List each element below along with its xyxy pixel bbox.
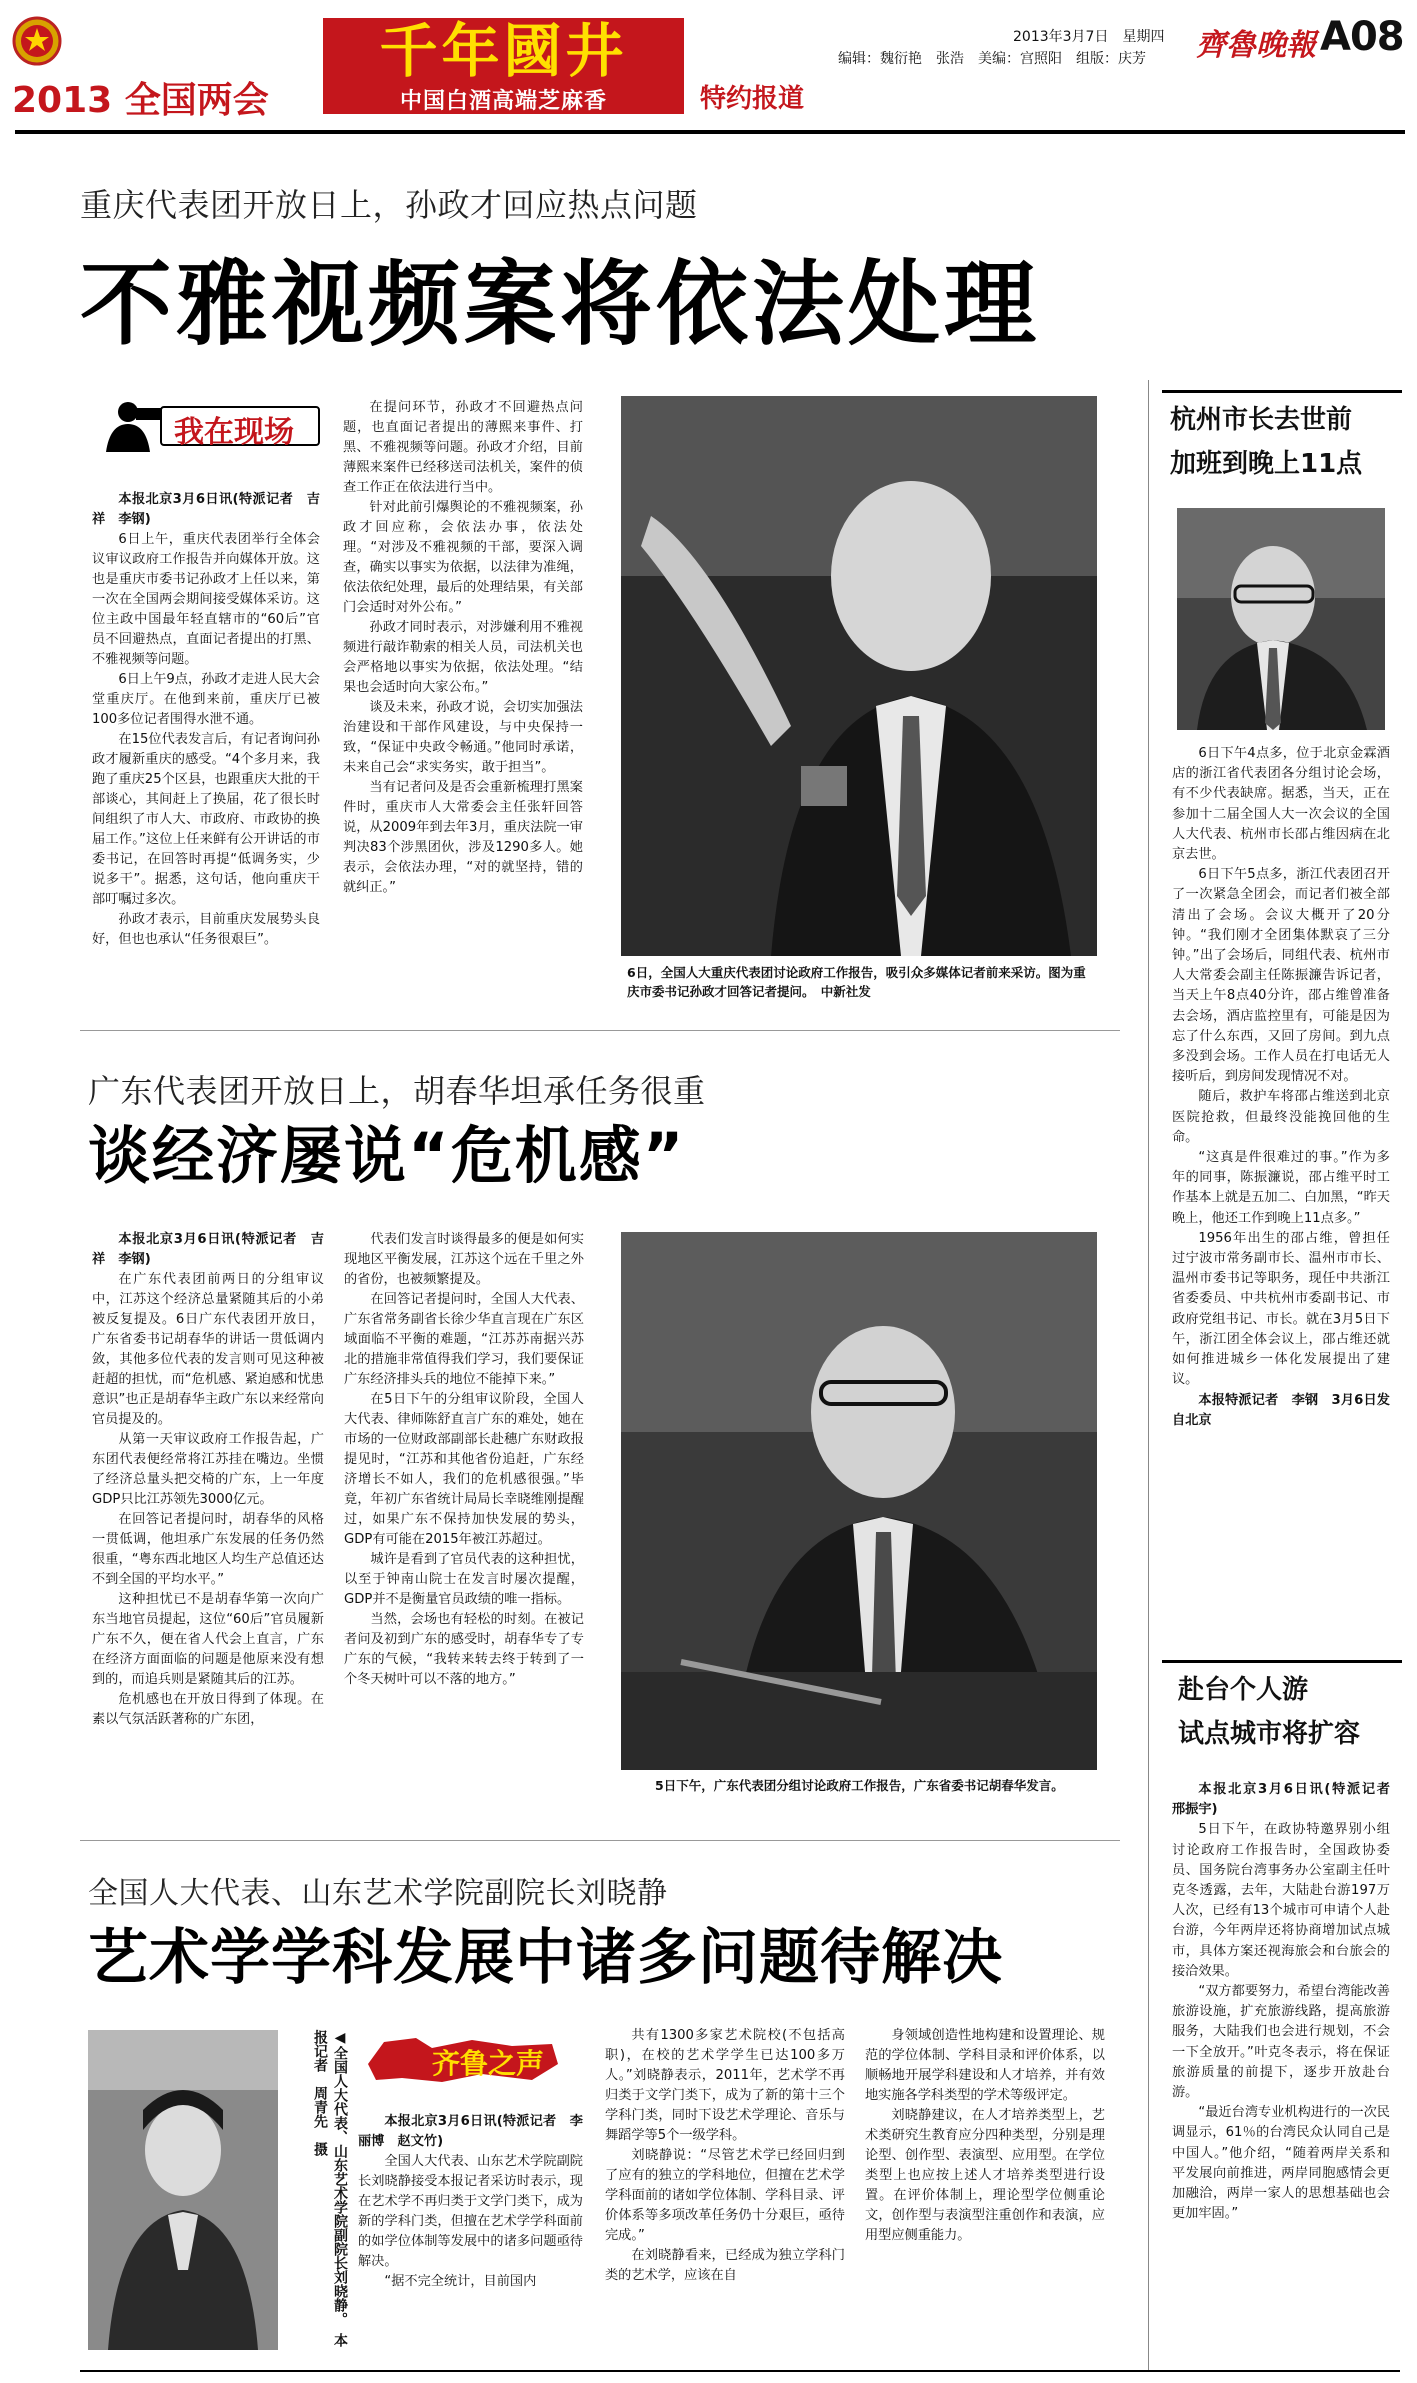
bottom-rule	[80, 2370, 1400, 2372]
story3-kicker: 全国人大代表、山东艺术学院副院长刘晓静	[88, 1876, 668, 1911]
sidebar1-credit: 本报特派记者 李钢 3月6日发自北京	[1172, 1392, 1390, 1428]
sidebar1-top-rule	[1162, 390, 1402, 393]
paragraph: 当然，会场也有轻松的时刻。在被记者问及初到广东的感受时，胡春华专了专广东的气候，“我转来转去终于转到了一个冬天树叶可以不落的地方。”	[344, 1612, 584, 1687]
story3-photo	[88, 2030, 278, 2350]
story-separator	[80, 1030, 1120, 1031]
story1-byline: 本报北京3月6日讯(特派记者 吉祥 李钢)	[92, 492, 320, 527]
paragraph: 危机感也在开放日得到了体现。在素以气氛活跃著称的广东团，	[92, 1692, 324, 1727]
paragraph: 在回答记者提问时，胡春华的风格一贯低调，他坦承广东发展的任务仍然很重，“粤东西北地区人均生产总值还达不到全国的平均水平。”	[92, 1512, 324, 1587]
story3-column-2	[605, 2026, 845, 2362]
story-separator	[80, 1840, 1120, 1841]
sponsor-ad	[323, 18, 684, 114]
story1-headline: 不雅视频案将依法处理	[80, 251, 1041, 358]
reporter-silhouette-icon	[88, 398, 168, 452]
paragraph: 在5日下午的分组审议阶段，全国人大代表、律师陈舒直言广东的难处，她在市场的一位财政部副部长赴穗广东财政报提见时，“江苏和其他省份追赶，广东经济增长不如人，我们的危机感很强。”毕竟，年初广东省统计局局长幸晓维刚提醒过，如果广东不保持加快发展的势头，GDP有可能在2015年被江苏超过。	[344, 1392, 584, 1547]
paragraph: 刘晓静建议，在人才培养类型上，艺术类研究生教育应分四种类型，分别是理论型、创作型、表演型、应用型。在学位类型上也应按上述人才培养类型进行设置。在评价体制上，理论型学位侧重论文，创作型与表演型注重创作和表演，应用型应侧重能力。	[865, 2108, 1105, 2243]
event-label: 2013 全国两会	[12, 80, 269, 121]
story3-column-3	[865, 2026, 1105, 2362]
speaker-photo-image	[621, 396, 1097, 956]
paragraph: 孙政才表示，目前重庆发展势头良好，但也也承认“任务很艰巨”。	[92, 912, 320, 947]
paragraph: 6日上午，重庆代表团举行全体会议审议政府工作报告并向媒体开放。这也是重庆市委书记孙政才上任以来，第一次在全国两会期间接受媒体采访。这位主政中国最年轻直辖市的“60后”官员不回避热点，直面记者提出的打黑、不雅视频等问题。	[92, 532, 320, 667]
paragraph: 刘晓静说：“尽管艺术学已经回归到了应有的独立的学科地位，但擅在艺术学学科面前的诸如学位体制、学科目录、评价体系等多项改革任务仍十分艰巨，亟待完成。”	[605, 2148, 845, 2243]
paragraph: “双方都要努力，希望台湾能改善旅游设施，扩充旅游线路，提高旅游服务，大陆我们也会进行规划，不会一下全放开。”叶克冬表示，将在保证旅游质量的前提下，逐步开放赴台游。	[1172, 1984, 1390, 2101]
paragraph: 全国人大代表、山东艺术学院副院长刘晓静接受本报记者采访时表示，现在艺术学不再归类于文学门类下，成为新的学科门类，但擅在艺术学学科面前的如学位体制等发展中的诸多问题亟待解决。	[358, 2154, 583, 2269]
sidebar2-top-rule	[1162, 1660, 1402, 1663]
sidebar2-headline-line-1: 赴台个人游	[1178, 1675, 1309, 1705]
sidebar1-headline-line-2: 加班到晚上11点	[1170, 449, 1363, 479]
story1-photo	[621, 396, 1097, 956]
story2-kicker: 广东代表团开放日上，胡春华坦承任务很重	[88, 1072, 706, 1110]
paragraph: 身领域创造性地构建和设置理论、规范的学位体制、学科目录和评价体系，以顺畅地开展学科建设和人才培养，并有效地实施各学科类型的学术等级评定。	[865, 2028, 1105, 2103]
newspaper-name: 齊魯晚報	[1196, 28, 1316, 63]
sidebar2-byline: 本报北京3月6日讯(特派记者 邢振宇)	[1172, 1782, 1404, 1818]
paragraph: 1956年出生的邵占维，曾担任过宁波市常务副市长、温州市市长、温州市委书记等职务，现任中共浙江省委委员、中共杭州市委副书记、市政府党组书记、市长。就在3月5日下午，浙江团全体会议上，邵占维还就如何推进城乡一体化发展提出了建议。	[1172, 1230, 1390, 1388]
paragraph: 在广东代表团前两日的分组审议中，江苏这个经济总量紧随其后的小弟被反复提及。6日广东代表团开放日，广东省委书记胡春华的讲话一贯低调内敛，其他多位代表的发言则可见这种被赶超的担忧，而“危机感、紧迫感和忧患意识”也正是胡春华主政广东以来经常向官员提及的。	[92, 1272, 324, 1427]
paragraph: 随后，救护车将邵占维送到北京医院抢救，但最终没能挽回他的生命。	[1172, 1089, 1390, 1145]
badge-label: 齐鲁之声	[432, 2047, 545, 2080]
paragraph: 共有1300多家艺术院校(不包括高职)，在校的艺术学学生已达100多万人。”刘晓静表示，2011年，艺术学不再归类于文学门类下，成为了新的第十三个学科门类，同时下设艺术学理论、音乐与舞蹈学等5个一级学科。	[605, 2028, 845, 2143]
sidebar2-body	[1172, 1780, 1404, 2360]
paragraph: 在刘晓静看来，已经成为独立学科门类的艺术学，应该在自	[605, 2248, 845, 2283]
paragraph: 代表们发言时谈得最多的便是如何实现地区平衡发展，江苏这个远在千里之外的省份，也被频繁提及。	[344, 1232, 584, 1287]
paragraph: “最近台湾专业机构进行的一次民调显示，61％的台湾民众认同自己是中国人。”他介绍，“随着两岸关系和平发展向前推进，两岸同胞感情会更加融洽，两岸一家人的思想基础也会更加牢固。”	[1172, 2105, 1390, 2222]
story1-column-2	[343, 398, 583, 1020]
sponsor-slogan: 中国白酒高端芝麻香	[399, 89, 607, 114]
paragraph: 从第一天审议政府工作报告起，广东团代表便经常将江苏挂在嘴边。坐惯了经济总量头把交椅的广东，上一年度GDP只比江苏领先3000亿元。	[92, 1432, 324, 1507]
sidebar1-body	[1172, 744, 1390, 1634]
story1-kicker: 重庆代表团开放日上，孙政才回应热点问题	[80, 186, 698, 224]
story2-column-2	[344, 1230, 584, 1820]
paragraph: “这真是件很难过的事。”作为多年的同事，陈振濂说，邵占维平时工作基本上就是五加二、白加黑，“昨天晚上，他还工作到晚上11点多。”	[1172, 1150, 1390, 1226]
paragraph: 6日下午5点多，浙江代表团召开了一次紧急全团会，而记者们被全部清出了会场。会议大概开了20分钟。“我们刚才全团集体默哀了三分钟。”出了会场后，同组代表、杭州市人大常委会副主任陈振濂告诉记者，当天上午8点40分许，邵占维曾准备去会场，酒店监控里有，可能是因为忘了什么东西，又回了房间。到九点多没到会场。工作人员在打电话无人接听后，到房间发现情况不对。	[1172, 867, 1390, 1085]
sponsor-name: 千年國井	[379, 17, 628, 85]
paragraph: 这种担忧已不是胡春华第一次向广东当地官员提起，这位“60后”官员履新广东不久，便在省人代会上直言，广东在经济方面面临的问题是他原来没有想到的，而追兵则是紧随其后的江苏。	[92, 1592, 324, 1687]
story3-badge	[362, 2034, 562, 2086]
paragraph: 孙政才同时表示，对涉嫌利用不雅视频进行敲诈勒索的相关人员，司法机关也会严格地以事实为依据，依法处理。“结果也会适时向大家公布。”	[343, 620, 583, 695]
portrait-photo-image	[1177, 508, 1385, 730]
badge-label: 我在现场	[174, 415, 294, 450]
paragraph: 城许是看到了官员代表的这种担忧，以至于钟南山院士在发言时屡次提醒，GDP并不是衡量官员政绩的唯一指标。	[344, 1552, 584, 1607]
sidebar1-headline-line-1: 杭州市长去世前	[1170, 405, 1353, 435]
paragraph: 谈及未来，孙政才说，会切实加强法治建设和干部作风建设，与中央保持一致，“保证中央政令畅通。”他同时承诺，未来自己会“求实务实，敢于担当”。	[343, 700, 583, 775]
page-number: A08	[1320, 14, 1404, 60]
speaker-photo-image	[621, 1232, 1097, 1770]
paragraph: 当有记者问及是否会重新梳理打黑案件时，重庆市人大常委会主任张轩回答说，从2009年到去年3月，重庆法院一审判决83个涉黑团伙，涉及1290多人。她表示，会依法办理，“对的就坚持，错的就纠正。”	[343, 780, 583, 895]
portrait-photo-image	[88, 2030, 278, 2350]
story1-column-1	[92, 490, 320, 1022]
paragraph: 6日上午9点，孙政才走进人民大会堂重庆厅。在他到来前，重庆厅已被100多位记者围得水泄不通。	[92, 672, 320, 727]
paragraph: 在回答记者提问时，全国人大代表、广东省常务副省长徐少华直言现在广东区域面临不平衡的难题，“江苏苏南据兴苏北的措施非常值得我们学习，我们要保证广东经济排头兵的地位不能掉下来。”	[344, 1292, 584, 1387]
story1-photo-caption: 6日，全国人大重庆代表团讨论政府工作报告，吸引众多媒体记者前来采访。图为重庆市委书记孙政才回答记者提问。 中新社发	[627, 965, 1086, 999]
paragraph: 在提问环节，孙政才不回避热点问题，也直面记者提出的薄熙来事件、打黑、不雅视频等问题。孙政才介绍，目前薄熙来案件已经移送司法机关，案件的侦查工作正在依法进行当中。	[343, 400, 583, 495]
story2-headline: 谈经济屡说“危机感”	[88, 1119, 686, 1192]
editors-line: 编辑：魏衍艳 张浩 美编：宫照阳 组版：庆芳	[838, 51, 1146, 67]
paragraph: 在15位代表发言后，有记者询问孙政才履新重庆的感受。“4个多月来，我跑了重庆25个区县，也跟重庆大批的干部谈心，其间赶上了换届，花了很长时间组织了市人大、市政府、市政协的换届工作。”这位上任来鲜有公开讲话的市委书记，在回答时再提“低调务实，少说多干”。据悉，这句话，他向重庆干部叮嘱过多次。	[92, 732, 320, 907]
paragraph: 针对此前引爆舆论的不雅视频案，孙政才回应称，会依法办事，依法处理。“对涉及不雅视频的干部，要深入调查，确实以事实为依据，以法律为准绳，依法依纪处理，最后的处理结果，有关部门会适时对外公布。”	[343, 500, 583, 615]
story2-byline: 本报北京3月6日讯(特派记者 吉祥 李钢)	[92, 1232, 324, 1267]
sidebar2-headline-line-2: 试点城市将扩容	[1178, 1719, 1361, 1749]
paragraph: 5日下午，在政协特邀界别小组讨论政府工作报告时，全国政协委员、国务院台湾事务办公室副主任叶克冬透露，去年，大陆赴台游197万人次，已经有13个城市可申请个人赴台游，今年两岸还将协商增加试点城市，具体方案还视海旅会和台旅会的接洽效果。	[1172, 1822, 1390, 1979]
national-emblem-icon	[12, 16, 62, 66]
story3-headline: 艺术学学科发展中诸多问题待解决	[88, 1923, 1003, 1993]
paragraph: “据不完全统计，目前国内	[384, 2274, 537, 2289]
sidebar-divider	[1148, 380, 1149, 2370]
story2-photo-caption: 5日下午，广东代表团分组讨论政府工作报告，广东省委书记胡春华发言。	[655, 1778, 1064, 1793]
paragraph: 6日下午4点多，位于北京金霖酒店的浙江省代表团各分组讨论会场，有不少代表缺席。据悉，当天，正在参加十二届全国人大一次会议的全国人大代表、杭州市长邵占维因病在北京去世。	[1172, 746, 1390, 863]
story3-byline: 本报北京3月6日讯(特派记者 李丽博 赵文竹)	[358, 2114, 583, 2149]
masthead	[0, 0, 1417, 120]
masthead-rule	[15, 130, 1405, 134]
story3-column-1	[358, 2112, 583, 2362]
story3-photo-caption: ◀全国人大代表、山东艺术学院副院长刘晓静。 本报记者 周青先 摄	[312, 2030, 348, 2347]
story2-column-1	[92, 1230, 324, 1820]
sidebar1-photo	[1177, 508, 1385, 730]
date-line: 2013年3月7日 星期四	[1013, 29, 1165, 45]
story2-photo	[621, 1232, 1097, 1770]
sponsor-tag: 特约报道	[700, 84, 805, 114]
story1-badge	[88, 398, 338, 452]
